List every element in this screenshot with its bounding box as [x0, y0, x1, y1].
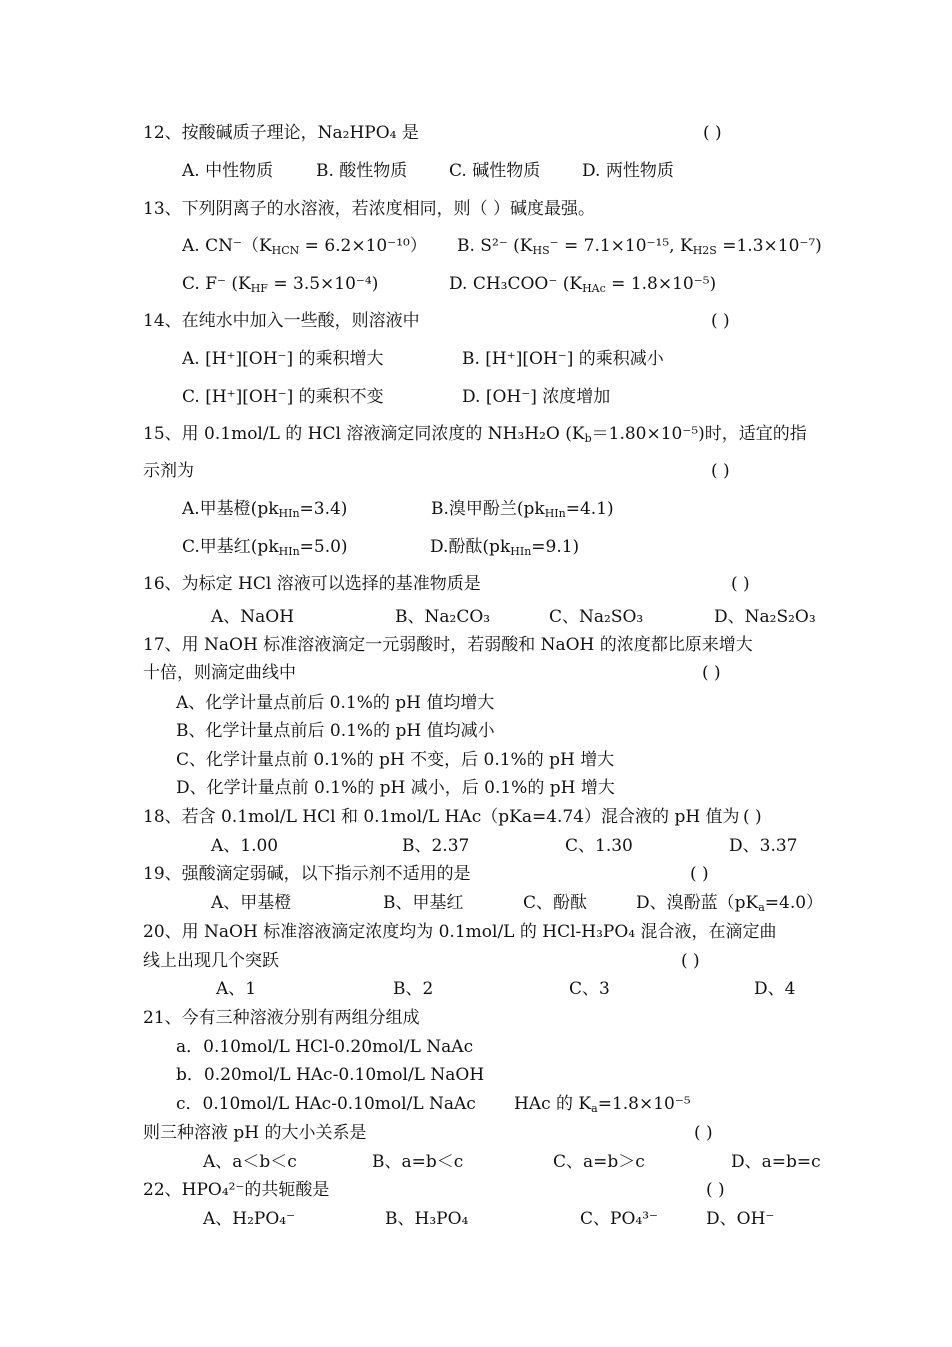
question-16-option-d: D、Na₂S₂O₃ — [714, 607, 816, 627]
question-21-option-a: A、a＜b＜c — [203, 1152, 297, 1172]
question-13-option-a: A. $CN^-(K_{HCN} = 6.2\times 10^{-10})$ — [182, 236, 427, 257]
question-21-item-b: b．0.20mol/L HAc-0.10mol/L NaOH — [176, 1065, 485, 1085]
question-14-option-a: A. [H⁺][OH⁻] 的乘积增大 — [182, 349, 384, 369]
question-17-option-a: A、化学计量点前后 0.1%的 pH 值均增大 — [176, 693, 495, 713]
question-20-stem: 20、用 NaOH 标准溶液滴定浓度均为 0.1mol/L 的 HCl-H₃PO₄ 混合液，在滴定曲 — [143, 922, 777, 942]
question-22-option-d: D、OH⁻ — [706, 1209, 775, 1229]
question-21-note: HAc 的 $K_a=1.8\times 10^{-5}$ — [514, 1094, 691, 1115]
question-21-option-d: D、a=b=c — [731, 1152, 821, 1172]
question-20-option-a: A、1 — [216, 979, 257, 999]
question-19-option-c: C、酚酞 — [523, 893, 588, 913]
question-22-answer-blank: ( ) — [706, 1180, 725, 1200]
question-19-option-b: B、甲基红 — [383, 893, 464, 913]
question-12-option-d: D. 两性物质 — [582, 161, 674, 181]
question-18-answer-blank: ( ) — [743, 807, 762, 827]
question-20-option-c: C、3 — [569, 979, 610, 999]
question-17-option-c: C、化学计量点前 0.1%的 pH 不变，后 0.1%的 pH 增大 — [176, 750, 615, 770]
question-16-option-b: B、Na₂CO₃ — [395, 607, 491, 627]
question-22-stem: 22、HPO₄²⁻的共轭酸是 — [143, 1180, 330, 1200]
question-19-option-a: A、甲基橙 — [211, 893, 292, 913]
question-14-option-d: D. [OH⁻] 浓度增加 — [462, 387, 611, 407]
question-22-option-a: A、H₂PO₄⁻ — [203, 1209, 296, 1229]
question-20-option-b: B、2 — [393, 979, 434, 999]
question-15-stem: 15、用 0.1mol/L 的 HCl 溶液滴定同浓度的 NH₃H₂O $(K_b=1.80\times 10^{-5})$时，适宜的指 — [143, 424, 807, 445]
question-18-option-a: A、1.00 — [211, 836, 279, 856]
question-12-answer-blank: ( ) — [703, 123, 722, 143]
question-20-answer-blank: ( ) — [681, 951, 700, 971]
question-20-stem-continued: 线上出现几个突跃 — [143, 951, 279, 971]
question-12-option-a: A. 中性物质 — [182, 161, 274, 181]
question-17-answer-blank: ( ) — [702, 663, 721, 683]
question-16-option-a: A、NaOH — [211, 607, 295, 627]
question-15-option-d: D.酚酞$(pk_{HIn}=9.1)$ — [430, 537, 580, 558]
question-18-option-d: D、3.37 — [729, 836, 798, 856]
question-15-option-c: C.甲基红$(pk_{HIn}=5.0)$ — [182, 537, 348, 558]
question-21-stem-continued: 则三种溶液 pH 的大小关系是 — [143, 1123, 367, 1143]
question-16-stem: 16、为标定 HCl 溶液可以选择的基准物质是 — [143, 574, 481, 594]
question-15-stem-continued: 示剂为 — [143, 461, 194, 481]
question-18-option-b: B、2.37 — [402, 836, 470, 856]
question-16-option-c: C、Na₂SO₃ — [549, 607, 644, 627]
question-17-option-d: D、化学计量点前 0.1%的 pH 减小，后 0.1%的 pH 增大 — [176, 778, 615, 798]
question-21-answer-blank: ( ) — [694, 1123, 713, 1143]
question-21-option-c: C、a=b＞c — [553, 1152, 645, 1172]
question-15-option-a: A.甲基橙$(pk_{HIn}=3.4)$ — [182, 499, 348, 520]
question-20-option-d: D、4 — [754, 979, 796, 999]
question-19-option-d: D、溴酚蓝$(pK_a=4.0)$ — [636, 893, 824, 914]
question-14-answer-blank: ( ) — [711, 311, 730, 331]
question-13-stem: 13、下列阴离子的水溶液，若浓度相同，则（ ）碱度最强。 — [143, 199, 596, 219]
question-16-answer-blank: ( ) — [731, 574, 750, 594]
question-21-option-b: B、a=b＜c — [372, 1152, 464, 1172]
question-15-option-b: B.溴甲酚兰$(pk_{HIn}=4.1)$ — [431, 499, 614, 520]
question-12-option-b: B. 酸性物质 — [316, 161, 408, 181]
question-18-option-c: C、1.30 — [565, 836, 633, 856]
question-19-answer-blank: ( ) — [690, 864, 709, 884]
question-14-stem: 14、在纯水中加入一些酸，则溶液中 — [143, 311, 420, 331]
question-21-stem: 21、今有三种溶液分别有两组分组成 — [143, 1008, 420, 1028]
question-14-option-c: C. [H⁺][OH⁻] 的乘积不变 — [182, 387, 384, 407]
question-18-stem: 18、若含 0.1mol/L HCl 和 0.1mol/L HAc（pKa=4.74）混合液的 pH 值为 — [143, 807, 740, 827]
question-17-stem-continued: 十倍，则滴定曲线中 — [143, 663, 296, 683]
question-17-stem: 17、用 NaOH 标准溶液滴定一元弱酸时，若弱酸和 NaOH 的浓度都比原来增大 — [143, 635, 753, 655]
question-12-stem: 12、按酸碱质子理论，Na₂HPO₄ 是 — [143, 123, 419, 143]
question-22-option-b: B、H₃PO₄ — [385, 1209, 469, 1229]
question-13-option-b: B. S²⁻ ($K_{HS}^- = 7.1\times 10^{-15}$, $K_{H2S} =1.3\times 10^{-7}$) — [457, 236, 822, 257]
question-19-stem: 19、强酸滴定弱碱，以下指示剂不适用的是 — [143, 864, 471, 884]
question-21-item-a: a．0.10mol/L HCl-0.20mol/L NaAc — [176, 1037, 474, 1057]
question-13-option-c: C. F⁻ $(K_{HF} = 3.5\times 10^{-4})$ — [182, 274, 379, 295]
question-17-option-b: B、化学计量点前后 0.1%的 pH 值均减小 — [176, 721, 495, 741]
question-21-item-c: c．0.10mol/L HAc-0.10mol/L NaAc — [176, 1094, 476, 1114]
question-13-option-d: D. CH₃COO⁻ $(K_{HAc} = 1.8\times 10^{-5})$ — [449, 274, 717, 295]
question-12-option-c: C. 碱性物质 — [449, 161, 541, 181]
question-14-option-b: B. [H⁺][OH⁻] 的乘积减小 — [462, 349, 664, 369]
question-22-option-c: C、PO₄³⁻ — [580, 1209, 658, 1229]
question-15-answer-blank: ( ) — [711, 461, 730, 481]
